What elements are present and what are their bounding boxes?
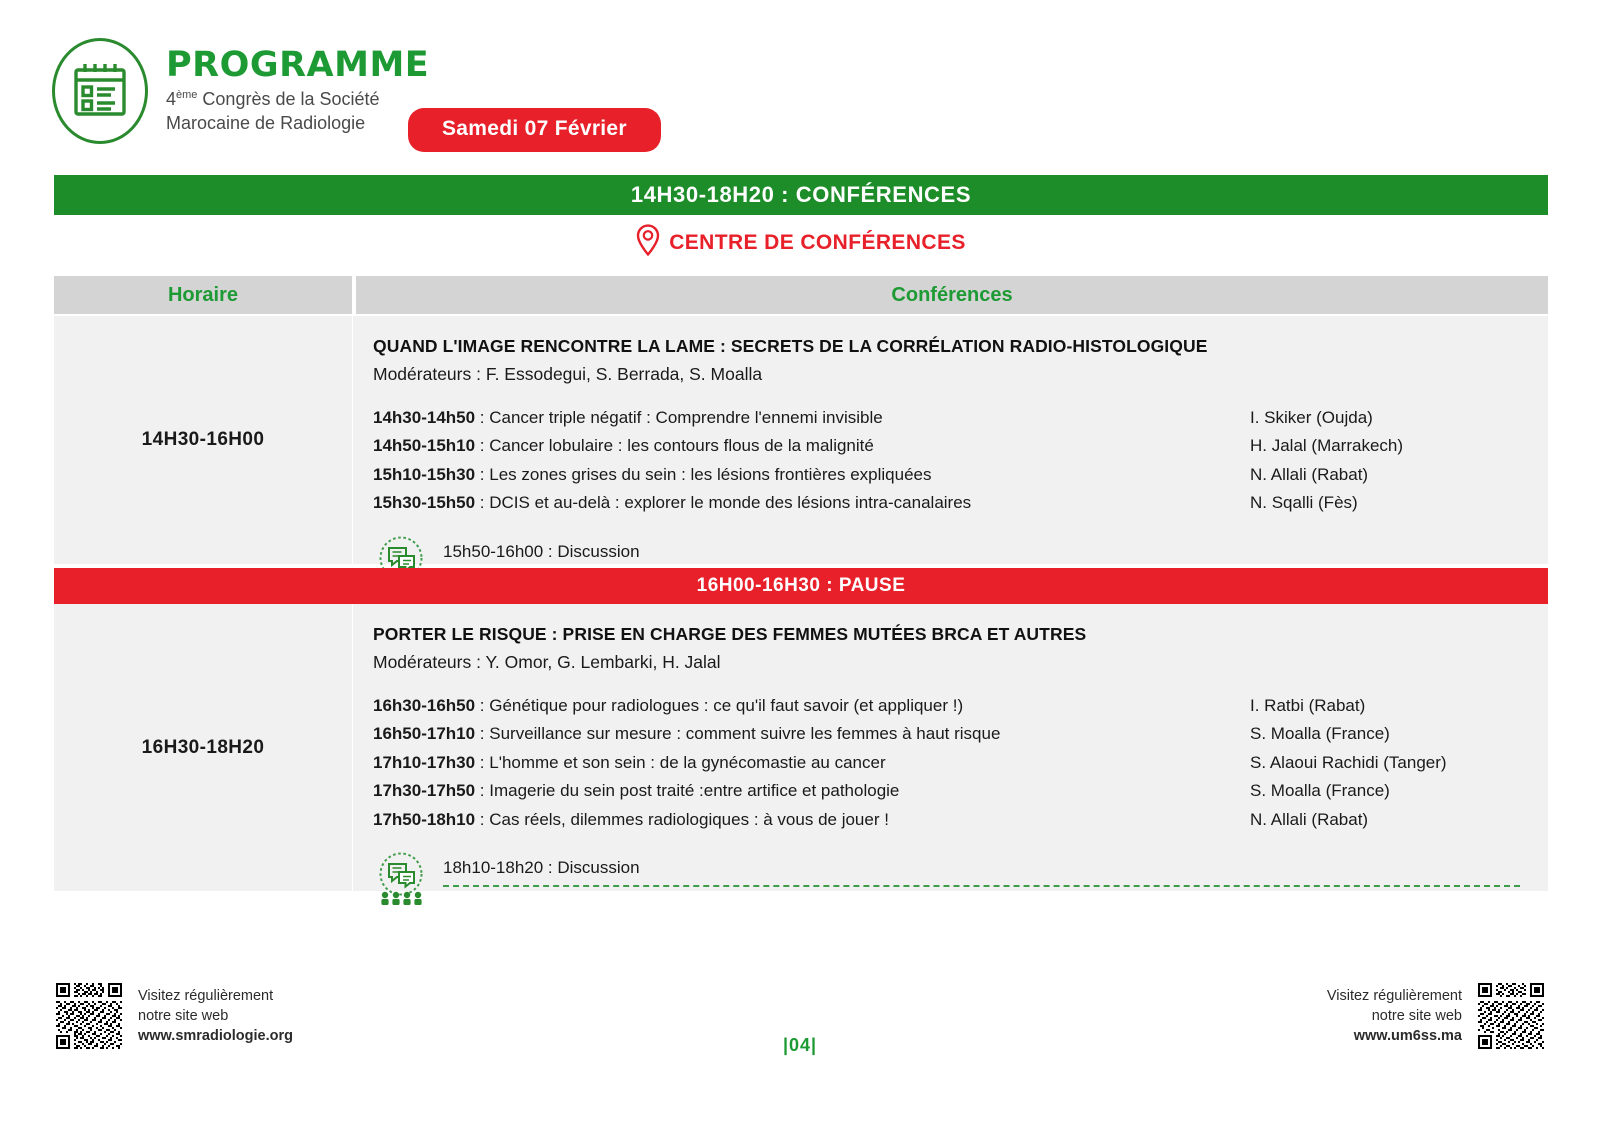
footer-left-line2: notre site web: [138, 1008, 229, 1024]
list-item: [373, 489, 1520, 518]
session-body: [353, 604, 1548, 891]
discussion-text: 18h10-18h20 : Discussion: [443, 858, 640, 878]
session-title: PORTER LE RISQUE : PRISE EN CHARGE DES FEMMES MUTÉES BRCA ET AUTRES: [373, 624, 1087, 644]
talk-speaker: N. Sqalli (Fès): [1250, 493, 1358, 513]
map-pin-icon: [636, 224, 660, 261]
list-item: [373, 806, 1520, 835]
talk-list: [373, 404, 1520, 518]
brand-subtitle: [166, 87, 429, 136]
list-item: [373, 432, 1520, 461]
page-title: PROGRAMME: [166, 44, 430, 85]
table-row: [54, 604, 1548, 891]
table-row: [54, 316, 1548, 564]
talk-speaker: S. Moalla (France): [1250, 724, 1390, 744]
location-row: [54, 224, 1548, 261]
session-title-bar: 14H30-18H20 : CONFÉRENCES: [54, 175, 1548, 215]
discussion-row: [373, 850, 1520, 911]
footer-right-url[interactable]: www.um6ss.ma: [1353, 1028, 1462, 1044]
talk-speaker: S. Moalla (France): [1250, 781, 1390, 801]
talk-speaker: N. Allali (Rabat): [1250, 464, 1369, 484]
table-header: [54, 276, 1548, 314]
session-body: [353, 316, 1548, 564]
session-time: 14H30-16H00: [141, 429, 265, 450]
session-moderators: Modérateurs : F. Essodegui, S. Berrada, S. Moalla: [373, 363, 763, 384]
calendar-checklist-icon: [52, 38, 148, 144]
list-item: [373, 404, 1520, 433]
list-item: [373, 692, 1520, 721]
talk-speaker: I. Skiker (Oujda): [1250, 407, 1373, 427]
talk-description: 17h10-17h30 : L'homme et son sein : de la gynécomastie au cancer: [373, 752, 886, 772]
talk-speaker: H. Jalal (Marrakech): [1250, 436, 1404, 456]
talk-description: 17h30-17h50 : Imagerie du sein post traité :entre artifice et pathologie: [373, 781, 900, 801]
discussion-body: [443, 534, 1520, 571]
brand-subtitle-line1: 4ème Congrès de la Société: [166, 88, 380, 109]
talk-speaker: I. Ratbi (Rabat): [1250, 695, 1366, 715]
talk-description: 17h50-18h10 : Cas réels, dilemmes radiologiques : à vous de jouer !: [373, 809, 889, 829]
column-header-horaire: Horaire: [54, 276, 352, 314]
list-item: [373, 461, 1520, 490]
talk-description: 15h30-15h50 : DCIS et au-delà : explorer le monde des lésions intra-canalaires: [373, 493, 972, 513]
brand-text: [166, 44, 430, 135]
page-number: |04|: [782, 1035, 818, 1055]
discussion-text: 15h50-16h00 : Discussion: [443, 541, 640, 561]
talk-list: [373, 692, 1520, 835]
location-text: CENTRE DE CONFÉRENCES: [669, 230, 966, 254]
footer-left-line1: Visitez régulièrement: [138, 988, 274, 1004]
page-header: [52, 38, 429, 144]
column-header-conferences: Conférences: [356, 276, 1548, 314]
talk-description: 14h30-14h50 : Cancer triple négatif : Comprendre l'ennemi invisible: [373, 407, 883, 427]
footer-right-line1: Visitez régulièrement: [1326, 988, 1462, 1004]
list-item: [373, 777, 1520, 806]
talk-description: 16h50-17h10 : Surveillance sur mesure : comment suivre les femmes à haut risque: [373, 724, 1001, 744]
talk-description: 14h50-15h10 : Cancer lobulaire : les contours flous de la malignité: [373, 436, 874, 456]
list-item: [373, 749, 1520, 778]
discussion-bubbles-icon: [373, 850, 429, 911]
session-moderators: Modérateurs : Y. Omor, G. Lembarki, H. Jalal: [373, 651, 721, 672]
footer-right-line2: notre site web: [1371, 1008, 1462, 1024]
talk-description: 16h30-16h50 : Génétique pour radiologues : ce qu'il faut savoir (et appliquer !): [373, 695, 964, 715]
discussion-rule: [443, 885, 1520, 887]
discussion-body: [443, 850, 1520, 887]
date-badge: Samedi 07 Février: [408, 108, 661, 152]
talk-speaker: N. Allali (Rabat): [1250, 809, 1369, 829]
pause-bar: 16H00-16H30 : PAUSE: [54, 568, 1548, 604]
talk-description: 15h10-15h30 : Les zones grises du sein : les lésions frontières expliquées: [373, 464, 932, 484]
list-item: [373, 720, 1520, 749]
footer-left-url[interactable]: www.smradiologie.org: [138, 1028, 293, 1044]
brand-subtitle-line2: Marocaine de Radiologie: [166, 112, 366, 133]
session-time: 16H30-18H20: [141, 736, 265, 758]
talk-speaker: S. Alaoui Rachidi (Tanger): [1250, 752, 1447, 772]
session-title: QUAND L'IMAGE RENCONTRE LA LAME : SECRETS DE LA CORRÉLATION RADIO-HISTOLOGIQUE: [373, 336, 1208, 356]
